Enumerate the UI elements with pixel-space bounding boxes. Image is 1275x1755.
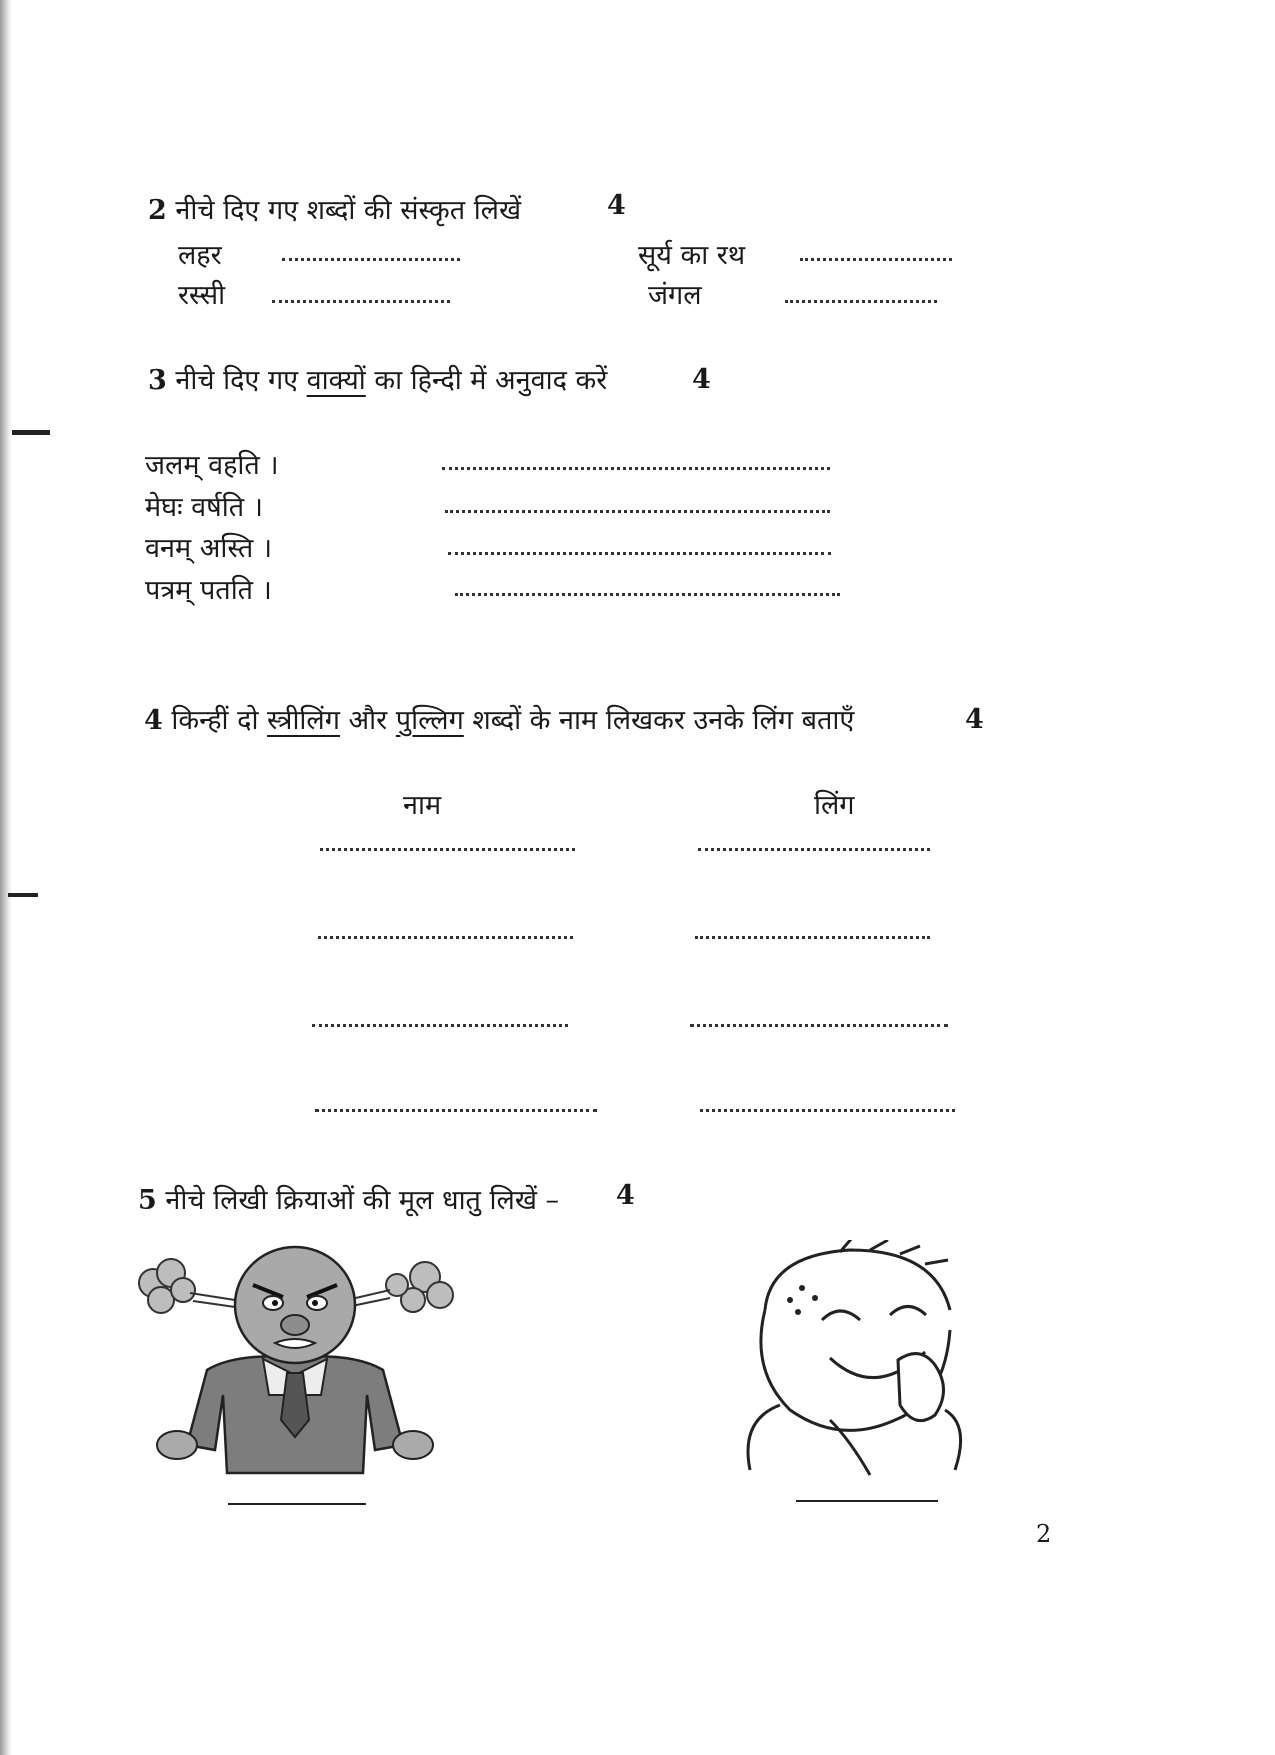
answer-blank[interactable] bbox=[282, 258, 460, 261]
answer-blank[interactable] bbox=[442, 467, 830, 470]
answer-blank[interactable] bbox=[455, 593, 840, 596]
answer-blank[interactable] bbox=[312, 1024, 568, 1027]
answer-blank[interactable] bbox=[448, 552, 831, 555]
answer-blank[interactable] bbox=[445, 510, 830, 513]
page-number: 2 bbox=[1036, 1520, 1052, 1548]
q5-marks: 4 bbox=[616, 1180, 635, 1211]
q3-sentence: जलम् वहति । bbox=[145, 450, 279, 481]
q2-word: रस्सी bbox=[178, 280, 226, 311]
q3-heading: 3 नीचे दिए गए वाक्यों का हिन्दी में अनुवाद करें bbox=[148, 365, 608, 396]
answer-line[interactable] bbox=[228, 1503, 366, 1505]
q2-heading: 2 नीचे दिए गए शब्दों की संस्कृत लिखें bbox=[148, 195, 522, 226]
q4-heading: 4 किन्हीं दो स्त्रीलिंग और पुल्लिग शब्दों के नाम लिखकर उनके लिंग बताएँ bbox=[144, 705, 855, 736]
answer-blank[interactable] bbox=[700, 1109, 955, 1112]
scan-mark bbox=[8, 893, 38, 897]
angry-man-illustration bbox=[135, 1245, 460, 1480]
column-header-name: नाम bbox=[403, 790, 442, 821]
answer-line[interactable] bbox=[796, 1500, 938, 1502]
q3-sentence: मेघः वर्षति । bbox=[145, 492, 263, 523]
answer-blank[interactable] bbox=[695, 936, 930, 939]
q2-word: जंगल bbox=[648, 280, 702, 311]
answer-blank[interactable] bbox=[785, 300, 937, 303]
answer-blank[interactable] bbox=[315, 1109, 597, 1112]
answer-blank[interactable] bbox=[318, 936, 573, 939]
q3-sentence: पत्रम् पतति । bbox=[145, 575, 272, 606]
q2-word: लहर bbox=[178, 240, 222, 271]
answer-blank[interactable] bbox=[320, 848, 575, 851]
q3-marks: 4 bbox=[692, 364, 711, 395]
q4-marks: 4 bbox=[965, 704, 984, 735]
answer-blank[interactable] bbox=[272, 300, 450, 303]
q2-word: सूर्य का रथ bbox=[638, 240, 746, 271]
page-edge-shadow bbox=[0, 0, 12, 1755]
laughing-boy-illustration bbox=[720, 1240, 1010, 1480]
q5-heading: 5 नीचे लिखी क्रियाओं की मूल धातु लिखें – bbox=[138, 1185, 559, 1216]
answer-blank[interactable] bbox=[698, 848, 930, 851]
column-header-gender: लिंग bbox=[814, 790, 855, 821]
scan-mark bbox=[12, 430, 50, 435]
q3-sentence: वनम् अस्ति । bbox=[145, 533, 273, 564]
answer-blank[interactable] bbox=[690, 1024, 948, 1027]
q2-marks: 4 bbox=[607, 190, 626, 221]
answer-blank[interactable] bbox=[800, 258, 952, 261]
